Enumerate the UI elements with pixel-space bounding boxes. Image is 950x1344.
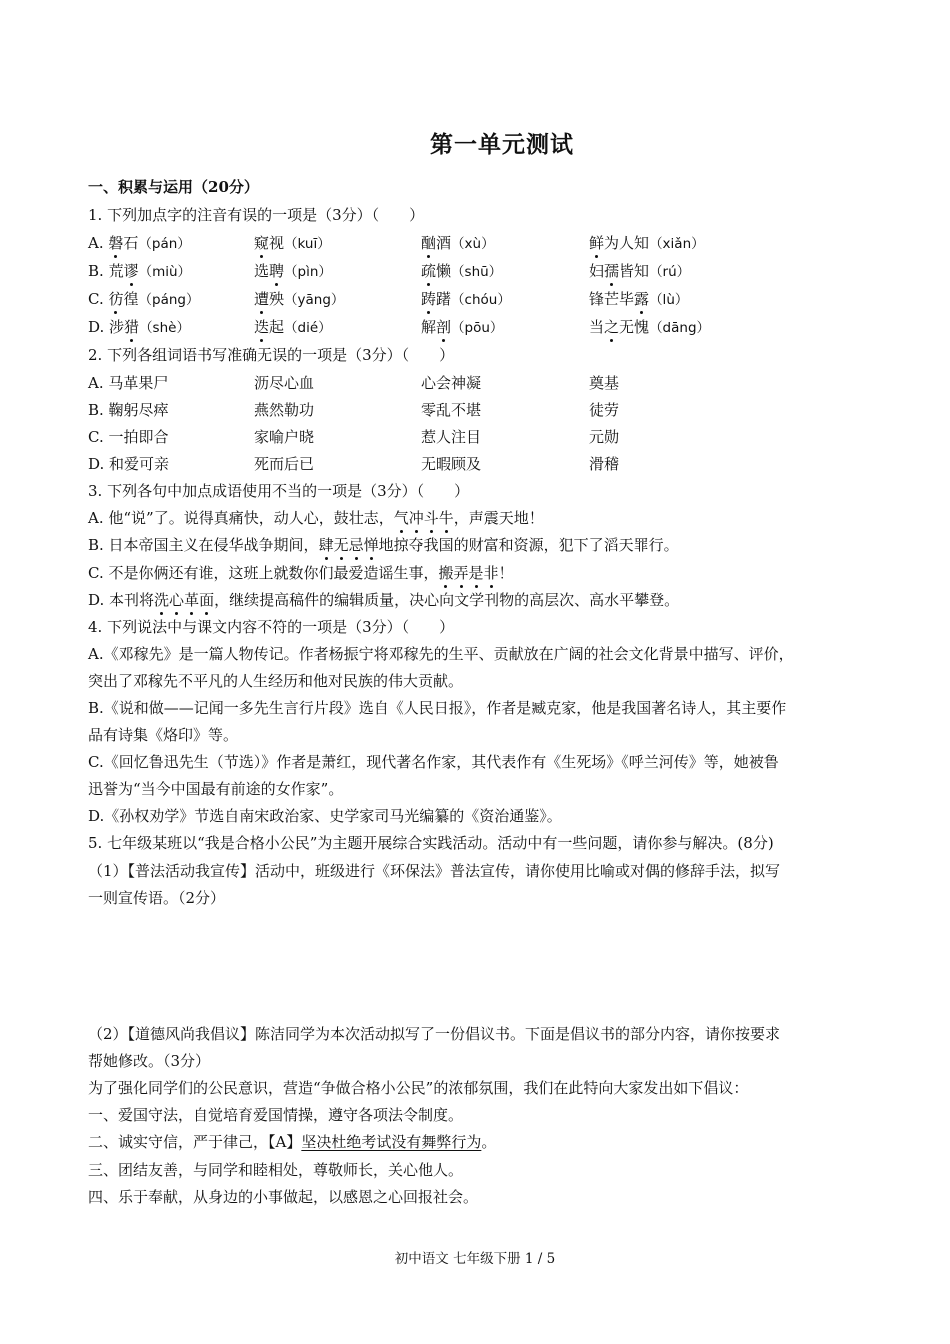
q1-option (421, 289, 511, 310)
word-char: 之 (604, 318, 620, 336)
emphasis-char: 洗 (154, 591, 170, 609)
emphasis-char: 弄 (453, 564, 469, 582)
q4-stem: 4. 下列说法中与课文内容不符的一项是（3分）（ ） (88, 618, 455, 636)
q4-option-a: A.《邓稼先》是一篇人物传记。作者杨振宁将邓稼先的生平、贡献放在广阔的社会文化背景中描写、评价， (88, 645, 794, 663)
word-char: 芒 (604, 290, 620, 308)
q2-option: 奠基 (589, 374, 620, 392)
q2-option: D. 和爱可亲 (88, 455, 170, 473)
q2-option: 家喻户晓 (254, 428, 315, 446)
q3-a-rest: ，声震天地！ (453, 509, 544, 527)
word-char: 懒 (436, 262, 452, 280)
emphasis-char: 搬 (438, 564, 454, 582)
word-char: 当 (589, 318, 605, 336)
q2-option: 零乱不堪 (421, 401, 482, 419)
proposal-item-1: 一、爱国守法，自觉培育爱国情操，遵守各项法令制度。 (88, 1106, 464, 1124)
emphasis-char: 非 (483, 564, 499, 582)
pinyin: （shè） (139, 320, 190, 336)
pinyin: （chóu） (451, 292, 511, 308)
word-char: 聘 (269, 262, 285, 280)
q3-c-text: C. 不是你俩还有谁，这班上就数你们最爱造谣生事， (88, 564, 439, 582)
proposal-item-3: 三、团结友善，与同学和睦相处，尊敬师长，关心他人。 (88, 1161, 464, 1179)
q2-option: B. 鞠躬尽瘁 (88, 401, 169, 419)
word-char: 视 (269, 234, 285, 252)
word-char: 人 (619, 234, 635, 252)
q5-stem: 5. 七年级某班以“我是合格小公民”为主题开展综合实践活动。活动中有一些问题，请你参与解决。(8分) (88, 834, 774, 852)
word-char: 解 (421, 318, 437, 336)
emphasis-char: 无 (333, 536, 349, 554)
emphasis-char: 肆 (318, 536, 334, 554)
word-char: 猎 (124, 318, 140, 336)
pinyin: （xù） (451, 236, 495, 252)
word-char: 选 (254, 262, 270, 280)
word-char: 荒 (108, 262, 124, 280)
word-char: 石 (123, 234, 139, 252)
word-char: 酒 (436, 234, 452, 252)
q2-option: 元勋 (589, 428, 620, 446)
word-char: 谬 (123, 262, 139, 280)
q2-option: 徒劳 (589, 401, 620, 419)
q3-a-text: A. 他“说”了。说得真痛快，动人心，鼓壮志， (88, 509, 394, 527)
q1-option (589, 317, 710, 338)
word-char: 涉 (109, 318, 125, 336)
pinyin: （xiǎn） (649, 236, 705, 252)
word-char: 徨 (123, 290, 139, 308)
word-char: 殃 (269, 290, 285, 308)
word-char: 鲜 (589, 234, 605, 252)
q1-stem: 1. 下列加点字的注音有误的一项是（3分）（ ） (88, 206, 425, 224)
word-char: 剖 (436, 318, 452, 336)
q1-option (254, 317, 332, 338)
q4-option-d: D.《孙权劝学》节选自南宋政治家、史学家司马光编纂的《资治通鉴》。 (88, 807, 562, 825)
word-char: 露 (634, 290, 650, 308)
pinyin: （dié） (284, 320, 332, 336)
word-char: 皆 (619, 262, 635, 280)
q1-option (421, 233, 495, 254)
word-char: 为 (604, 234, 620, 252)
page-title: 第一单元测试 (430, 131, 574, 158)
word-char: 疏 (421, 262, 437, 280)
q3-c-rest: ！ (498, 564, 514, 582)
q2-option: 沥尽心血 (254, 374, 315, 392)
word-char: 知 (634, 234, 650, 252)
pinyin: （páng） (138, 292, 200, 308)
pinyin: （rú） (649, 264, 691, 280)
emphasis-char: 惮 (363, 536, 379, 554)
q5-part1-cont: 一则宣传语。（2分） (88, 889, 226, 907)
q3-option-d (88, 590, 679, 610)
word-char: 磐 (108, 234, 124, 252)
word-char: 无 (619, 318, 635, 336)
word-char: 彷 (108, 290, 124, 308)
q3-option-c (88, 563, 514, 583)
word-char: 踌 (421, 290, 437, 308)
q2-option: 滑稽 (589, 455, 620, 473)
word-char: 孺 (604, 262, 620, 280)
q1-option (254, 289, 344, 310)
proposal-item-2-underlined: 坚决杜绝考试没有舞弊行为 (301, 1133, 482, 1151)
word-char: 愧 (634, 318, 650, 336)
q4-option-b-cont: 品有诗集《烙印》等。 (88, 726, 239, 744)
emphasis-char: 冲 (408, 509, 424, 527)
q4-option-c-cont: 迅誉为“当今中国最有前途的女作家”。 (88, 780, 344, 798)
q5-part1: （1）【普法活动我宣传】活动中，班级进行《环保法》普法宣传，请你使用比喻或对偶的修辞手法，拟写 (88, 862, 781, 880)
section-heading: 一、积累与运用（20分） (88, 178, 259, 196)
option-letter: C. (88, 290, 109, 308)
proposal-item-2-text: 二、诚实守信，严于律己，【A】 (88, 1133, 302, 1151)
word-char: 躇 (436, 290, 452, 308)
q3-c-idiom (438, 564, 498, 582)
emphasis-char: 忌 (348, 536, 364, 554)
proposal-item-4: 四、乐于奉献，从身边的小事做起，以感恩之心回报社会。 (88, 1188, 479, 1206)
proposal-intro: 为了强化同学们的公民意识，营造“争做合格小公民”的浓郁氛围，我们在此特向大家发出如下倡议： (88, 1079, 749, 1097)
q5-part2: （2）【道德风尚我倡议】陈洁同学为本次活动拟写了一份倡议书。下面是倡议书的部分内容，请你按要求 (88, 1025, 781, 1043)
q1-option (421, 261, 502, 282)
q1-option (589, 233, 705, 254)
word-char: 毕 (619, 290, 635, 308)
emphasis-char: 牛 (438, 509, 454, 527)
q3-b-text: B. 日本帝国主义在侵华战争期间， (88, 536, 319, 554)
q3-option-b (88, 535, 679, 555)
word-char: 妇 (589, 262, 605, 280)
emphasis-char: 心 (169, 591, 185, 609)
word-char: 知 (634, 262, 650, 280)
q2-stem: 2. 下列各组词语书写准确无误的一项是（3分）（ ） (88, 346, 455, 364)
q4-option-b: B.《说和做——记闻一多先生言行片段》选自《人民日报》，作者是臧克家，他是我国著名诗人，其主要作 (88, 699, 787, 717)
pinyin: （pōu） (451, 320, 504, 336)
pinyin: （kuī） (284, 236, 331, 252)
pinyin: （dāng） (649, 320, 711, 336)
word-char: 起 (269, 318, 285, 336)
q1-option (254, 261, 332, 282)
pinyin: （shū） (451, 264, 503, 280)
q1-option (88, 317, 190, 338)
q5-part2-cont: 帮她修改。（3分） (88, 1052, 211, 1070)
pinyin: （pìn） (284, 264, 332, 280)
q3-d-rest: ，继续提高稿件的编辑质量，决心向文学刊物的高层次、高水平攀登。 (214, 591, 680, 609)
q2-option: 死而后已 (254, 455, 315, 473)
q1-option (88, 289, 199, 310)
q2-option: 燕然勒功 (254, 401, 315, 419)
option-letter: D. (88, 318, 110, 336)
emphasis-char: 斗 (423, 509, 439, 527)
pinyin: （yāng） (284, 292, 345, 308)
q4-option-c: C.《回忆鲁迅先生（节选）》作者是萧红，现代著名作家，其代表作有《生死场》《呼兰河传》等，她被鲁 (88, 753, 779, 771)
q2-option: 惹人注目 (421, 428, 482, 446)
q1-option (589, 289, 688, 310)
q1-option (254, 233, 331, 254)
q2-option: A. 马革果尸 (88, 374, 169, 392)
q4-option-a-cont: 突出了邓稼先不平凡的人生经历和他对民族的伟大贡献。 (88, 672, 464, 690)
word-char: 锋 (589, 290, 605, 308)
q3-stem: 3. 下列各句中加点成语使用不当的一项是（3分）（ ） (88, 482, 470, 500)
q2-option: 无暇顾及 (421, 455, 482, 473)
emphasis-char: 面 (199, 591, 215, 609)
q2-option: C. 一拍即合 (88, 428, 169, 446)
q3-d-text: D. 本刊将 (88, 591, 155, 609)
emphasis-char: 是 (468, 564, 484, 582)
option-letter: B. (88, 262, 109, 280)
q3-b-rest: 地掠夺我国的财富和资源，犯下了滔天罪行。 (378, 536, 679, 554)
pinyin: （pán） (138, 236, 191, 252)
q3-option-a (88, 508, 544, 528)
q3-a-idiom (394, 509, 454, 527)
proposal-item-2 (88, 1132, 496, 1152)
word-char: 酗 (421, 234, 437, 252)
q1-option (88, 261, 191, 282)
q1-option (88, 233, 191, 254)
word-char: 遭 (254, 290, 270, 308)
pinyin: （lù） (649, 292, 689, 308)
page-footer: 初中语文 七年级下册 1 / 5 (394, 1251, 556, 1267)
word-char: 迭 (254, 318, 270, 336)
q2-option: 心会神凝 (421, 374, 482, 392)
q1-option (589, 261, 690, 282)
q1-option (421, 317, 503, 338)
word-char: 窥 (254, 234, 270, 252)
pinyin: （miù） (138, 264, 192, 280)
emphasis-char: 革 (184, 591, 200, 609)
q3-d-idiom (154, 591, 214, 609)
emphasis-char: 气 (393, 509, 409, 527)
q3-b-idiom (319, 536, 379, 554)
option-letter: A. (88, 234, 109, 252)
proposal-item-2-end: 。 (481, 1133, 497, 1151)
